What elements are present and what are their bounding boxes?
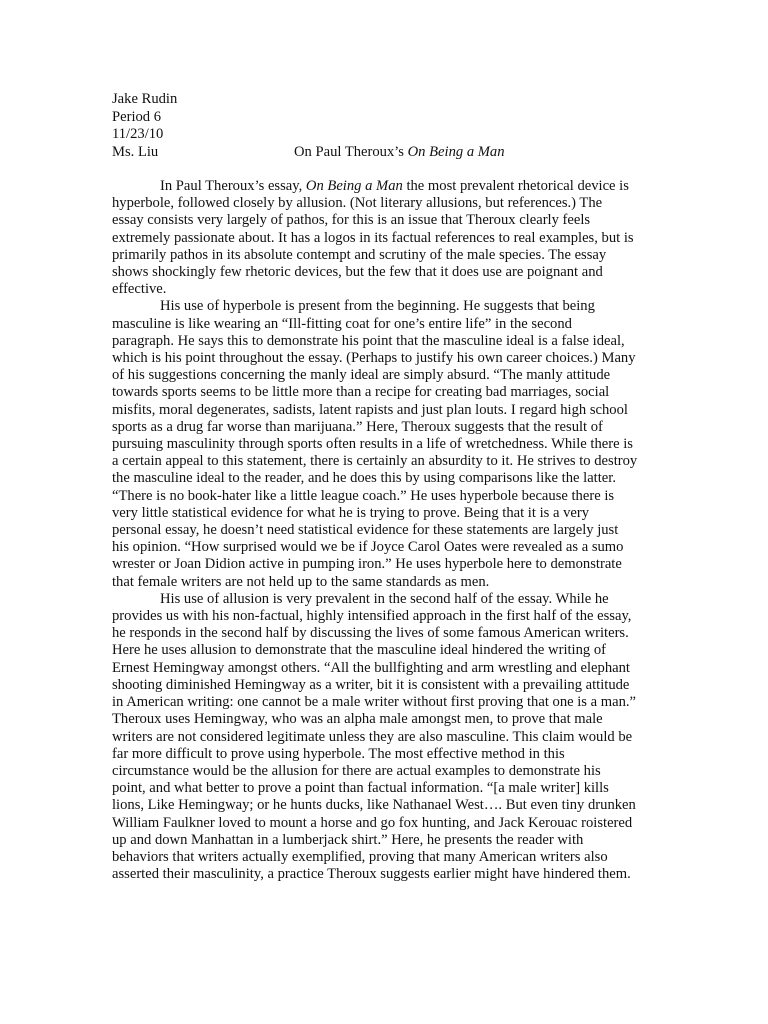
- text-line: [112, 574, 652, 591]
- text-line: [112, 333, 652, 350]
- text-line: [112, 281, 652, 298]
- text-run: sports as a drug far worse than marijuana.” Here, Theroux suggests that the result of: [112, 418, 603, 435]
- essay-header: [112, 91, 505, 161]
- text-run: Ernest Hemingway amongst others. “All the bullfighting and arm wrestling and elephant: [112, 659, 630, 676]
- text-run: of his suggestions concerning the manly ideal are simply absurd. “The manly attitude: [112, 367, 611, 384]
- teacher-title-row: [112, 143, 505, 162]
- text-line: [112, 849, 652, 866]
- text-line: [112, 230, 652, 247]
- text-line: [112, 298, 652, 315]
- text-line: [112, 780, 652, 797]
- text-run: circumstance would be the allusion for there are actual examples to demonstrate his: [112, 762, 601, 779]
- text-line: [112, 247, 652, 264]
- text-run: His use of allusion is very prevalent in the second half of the essay. While he: [160, 590, 609, 607]
- text-run: essay consists very largely of pathos, for this is an issue that Theroux clearly feels: [112, 212, 591, 229]
- italic-title: On Being a Man: [305, 178, 403, 194]
- text-run: in American writing: one cannot be a male writer without first proving that one is a man.”: [112, 694, 637, 711]
- text-line: [112, 694, 652, 711]
- text-run: William Faulkner loved to mount a horse and go fox hunting, and Jack Kerouac roistered: [112, 814, 633, 831]
- text-line: [112, 729, 652, 746]
- text-run: up and down Manhattan in a lumberjack shirt.” Here, he presents the reader with: [112, 831, 584, 848]
- essay-title: [294, 144, 505, 162]
- text-line: [112, 350, 652, 367]
- text-run: his opinion. “How surprised would we be if Joyce Carol Oates were revealed as a sumo: [112, 539, 624, 556]
- text-line: [112, 797, 652, 814]
- text-run: personal essay, he doesn’t need statistical evidence for these statements are largely just: [112, 522, 619, 539]
- text-line: [112, 763, 652, 780]
- text-line: [112, 178, 652, 195]
- text-line: [112, 815, 652, 832]
- text-run: shows shockingly few rhetoric devices, but the few that it does use are poignant and: [112, 264, 603, 281]
- text-line: [112, 195, 652, 212]
- text-line: [112, 711, 652, 728]
- text-run: primarily pathos in its absolute contempt and scrutiny of the male species. The essay: [112, 246, 607, 263]
- text-line: [112, 488, 652, 505]
- essay-paragraph: [112, 298, 652, 590]
- text-run: Here he uses allusion to demonstrate that the masculine ideal hindered the writing of: [112, 642, 607, 659]
- text-line: [112, 436, 652, 453]
- essay-paragraph: [112, 591, 652, 883]
- text-line: [112, 866, 652, 883]
- text-line: [112, 677, 652, 694]
- text-run: Theroux uses Hemingway, who was an alpha male amongst men, to prove that male: [112, 711, 603, 728]
- text-run: “There is no book-hater like a little league coach.” He uses hyperbole because there is: [112, 487, 615, 504]
- text-run: he responds in the second half by discussing the lives of some famous American writers.: [112, 625, 629, 642]
- text-line: [112, 264, 652, 281]
- text-line: [112, 625, 652, 642]
- text-run: extremely passionate about. It has a logos in its factual references to real examples, but is: [112, 229, 634, 246]
- text-line: [112, 556, 652, 573]
- text-run: towards sports seems to be little more than a recipe for creating bad marriages, social: [112, 384, 610, 401]
- text-run: a certain appeal to this statement, there is certainly an absurdity to it. He strives to destroy: [112, 453, 638, 470]
- student-name: Jake Rudin: [112, 91, 178, 107]
- text-run: asserted their masculinity, a practice Theroux suggests earlier might have hindered them.: [112, 866, 631, 883]
- text-run: misfits, moral degenerates, sadists, latent rapists and just plan louts. I regard high school: [112, 401, 628, 418]
- text-line: [112, 591, 652, 608]
- text-run: wrester or Joan Didion active in pumping iron.” He uses hyperbole here to demonstrate: [112, 556, 622, 573]
- text-line: [112, 402, 652, 419]
- essay-title-work: On Being a Man: [407, 143, 505, 160]
- text-line: [112, 746, 652, 763]
- text-run: effective.: [112, 281, 167, 298]
- text-run: hyperbole, followed closely by allusion. (Not literary allusions, but references.) The: [112, 195, 603, 212]
- text-run: paragraph. He says this to demonstrate his point that the masculine ideal is a false ideal,: [112, 332, 625, 349]
- text-line: [112, 642, 652, 659]
- text-line: [112, 505, 652, 522]
- class-period: Period 6: [112, 108, 162, 125]
- text-run: that female writers are not held up to the same standards as men.: [112, 573, 490, 590]
- text-line: [112, 316, 652, 333]
- text-run: lions, Like Hemingway; or he hunts ducks, like Nathanael West…. But even tiny drunken: [112, 797, 636, 814]
- text-line: [112, 419, 652, 436]
- text-run: very little statistical evidence for what he is trying to prove. Being that it is a very: [112, 504, 590, 521]
- text-run: provides us with his non-factual, highly intensified approach in the first half of the essay,: [112, 608, 632, 625]
- essay-date: 11/23/10: [112, 126, 164, 142]
- text-run: writers are not considered legitimate unless they are also masculine. This claim would be: [112, 728, 633, 745]
- text-line: [112, 212, 652, 229]
- text-line: [112, 539, 652, 556]
- text-run: In Paul Theroux’s essay,: [160, 178, 306, 194]
- text-run: His use of hyperbole is present from the beginning. He suggests that being: [160, 298, 595, 315]
- text-line: [112, 367, 652, 384]
- text-line: [112, 832, 652, 849]
- text-run: which is his point throughout the essay. (Perhaps to justify his own career choices.) Many: [112, 350, 636, 367]
- text-run: pursuing masculinity through sports often results in a life of wretchedness. While there is: [112, 436, 633, 453]
- text-run: the masculine ideal to the reader, and he does this by using comparisons like the latter.: [112, 470, 616, 487]
- essay-title-prefix: On Paul Theroux’s: [294, 143, 408, 160]
- text-run: behaviors that writers actually exemplified, proving that many American writers also: [112, 848, 608, 865]
- text-run: the most prevalent rhetorical device is: [402, 178, 629, 194]
- text-run: shooting diminished Hemingway as a writer, bit it is consistent with a prevailing attitude: [112, 676, 630, 693]
- text-line: [112, 384, 652, 401]
- text-run: point, and what better to prove a point than factual information. “[a male writer] kills: [112, 780, 609, 797]
- text-line: [112, 470, 652, 487]
- text-line: [112, 608, 652, 625]
- text-run: masculine is like wearing an “Ill-fitting coat for one’s entire life” in the second: [112, 315, 572, 332]
- text-line: [112, 660, 652, 677]
- essay-paragraph: [112, 178, 652, 298]
- text-line: [112, 522, 652, 539]
- essay-body: [112, 178, 652, 883]
- text-line: [112, 453, 652, 470]
- teacher-name: Ms. Liu: [112, 143, 159, 160]
- text-run: far more difficult to prove using hyperbole. The most effective method in this: [112, 745, 565, 762]
